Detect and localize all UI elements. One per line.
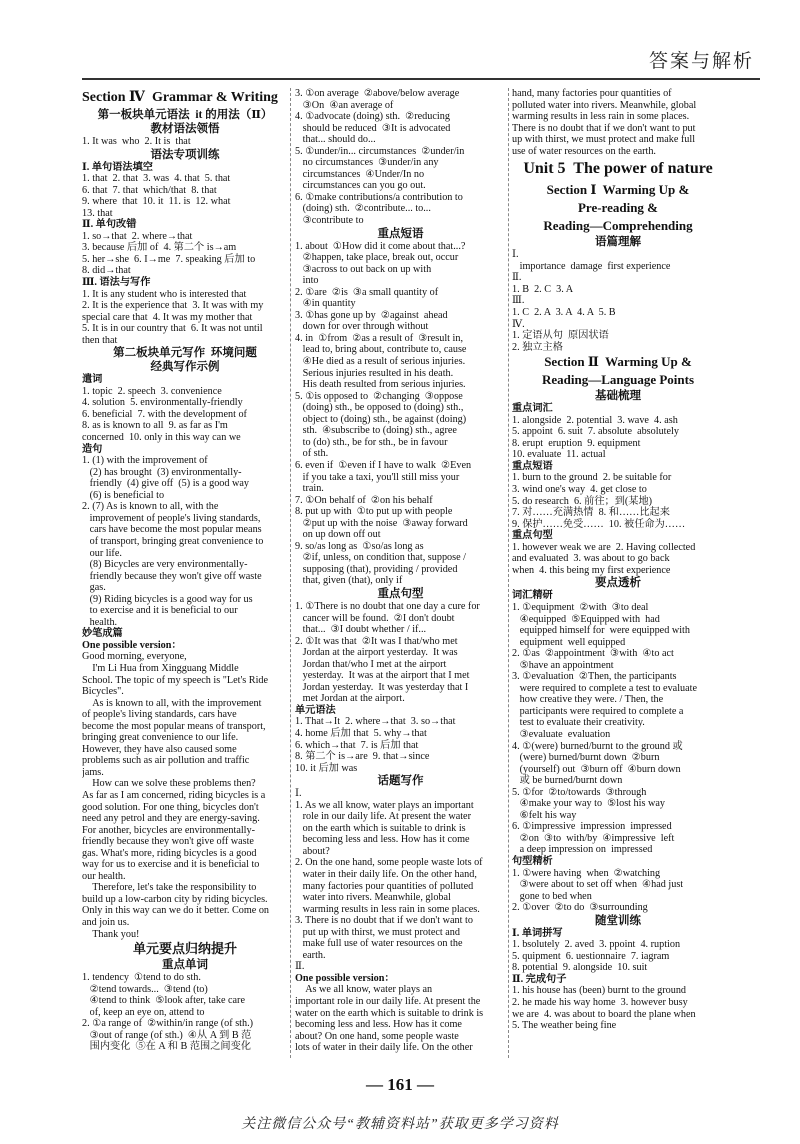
section-heading: Section Ⅰ Warming Up & <box>546 182 690 198</box>
answer-line: ⑤have an appointment <box>512 659 614 671</box>
answer-line: on the earth which is suitable to drink is <box>295 822 466 834</box>
answer-line: Only in this way can we do it better. Come on <box>82 905 270 917</box>
section-heading: 单元要点归纳提升 <box>132 941 237 957</box>
label-heading: 词汇精研 <box>512 590 553 602</box>
answer-line: How can we solve these problems then? <box>82 778 256 790</box>
answer-line: importance damage first experience <box>512 260 671 272</box>
subsection-heading: 重点单词 <box>162 959 208 972</box>
answer-line: 10. it 后加 was <box>295 762 358 774</box>
answer-line: (doing) sth. ②contribute... to... <box>295 203 431 215</box>
answer-line: met Jordan at the airport. <box>295 693 405 705</box>
answer-line: 2. ①It was that ②It was I that/who met <box>295 635 458 647</box>
answer-line: 5. quipment 6. uestionnaire 7. iagram <box>512 950 670 962</box>
label-heading: Ⅱ. 完成句子 <box>512 973 567 985</box>
answer-line: of transport, bringing great convenience to <box>82 535 264 547</box>
answer-line: 8. as is known to all 9. as far as I'm <box>82 420 228 432</box>
answer-line: 1. tendency ①tend to do sth. <box>82 972 201 984</box>
answer-line: water in their daily life. On the other hand, <box>295 869 477 880</box>
label-heading: 遣词 <box>82 374 103 386</box>
answer-line: concerned 10. only in this way can we <box>82 432 241 444</box>
answer-line: no circumstances ③under/in any <box>295 157 439 169</box>
subsection-heading: 话题写作 <box>377 775 424 788</box>
subsection-heading: 第一板块单元语法 it 的用法（Ⅱ） <box>97 109 273 121</box>
answer-line: on up down off out <box>295 529 381 541</box>
answer-line: ②happen, take place, break out, occur <box>295 252 459 264</box>
answer-line: to exercise and it is beneficial to our <box>82 605 238 617</box>
unit-heading: Unit 5 The power of nature <box>523 160 713 178</box>
answer-line: problems such as air pollution and traffic <box>82 755 250 767</box>
answer-line: Ⅰ. <box>295 788 302 800</box>
answer-line: good solution. For one thing, bicycles don't <box>82 801 259 813</box>
answer-line: 4. ①(were) burned/burnt to the ground 或 <box>512 740 683 752</box>
answer-line: 3. There is no doubt that if we don't want to <box>295 915 473 927</box>
answer-line: 1. that 2. that 3. was 4. that 5. that <box>82 173 231 185</box>
answer-line: warming results in less rain in some places. <box>512 111 690 123</box>
answer-line: into <box>295 275 319 287</box>
answer-line: 2. ①over ②to do ③surrounding <box>512 902 648 914</box>
answer-line: Bicycles". <box>82 686 124 698</box>
answer-line: ③On ④an average of <box>295 99 394 111</box>
answer-line: ③contribute to <box>295 215 364 227</box>
answer-line: (6) is beneficial to <box>82 489 165 501</box>
answer-line: a deep impression on impressed <box>512 844 653 856</box>
answer-line: role in our daily life. At present the water <box>295 811 471 823</box>
answer-line: 5. ①under/in... circumstances ②under/in <box>295 145 465 157</box>
answer-line: 8. 第二个 is→are 9. that→since <box>295 751 430 763</box>
answer-line: 5. do research 6. 前往；到(某地) <box>512 495 653 507</box>
label-heading: Ⅰ. 单词拼写 <box>512 927 563 939</box>
answer-line: important role in our daily life. At present the <box>295 996 481 1008</box>
answer-line: gas. What's more, riding bicycles is a good <box>82 847 257 859</box>
answer-line: 5. The weather being fine <box>512 1020 617 1032</box>
section-heading: Reading—Language Points <box>541 372 695 388</box>
answer-line: circumstances ④Under/In no <box>295 168 425 180</box>
answer-line: yesterday. It was at the airport that I met <box>295 670 470 682</box>
answer-line: Ⅱ. <box>295 961 305 973</box>
answer-line: down for over through without <box>295 321 429 333</box>
answer-line: For another, bicycles are environmentally- <box>82 824 255 836</box>
section-heading: Pre-reading & <box>577 200 659 216</box>
answer-line: lots of water in their daily life. On the other <box>295 1042 473 1054</box>
answer-line: (yourself) out ③burn off ④burn down <box>512 763 681 775</box>
answer-line: (9) Riding bicycles is a good way for us <box>82 593 253 605</box>
answer-line: build up a low-carbon city by riding bicycles. <box>82 893 268 905</box>
answer-line: 6. even if ①even if I have to walk ②Even <box>295 459 472 471</box>
answer-line: that, given (that), only if <box>295 575 403 587</box>
label-heading: 句型精析 <box>512 855 553 867</box>
section-heading: Section Ⅱ Warming Up & <box>544 354 692 370</box>
answer-line: that... should do... <box>295 134 376 146</box>
answer-line: 3. ①evaluation ②Then, the participants <box>512 671 677 683</box>
answer-line: Thank you! <box>82 928 140 940</box>
answer-line: I'm Li Hua from Xingguang Middle <box>82 662 239 674</box>
answer-line: and join us. <box>82 917 130 928</box>
answer-line: School. The topic of my speech is "Let's Ride <box>82 674 269 686</box>
answer-line: 2. ①a range of ②within/in range (of sth.) <box>82 1018 254 1030</box>
answer-line: 围内变化 ⑤在 A 和 B 范围之间变化 <box>82 1041 251 1053</box>
answer-line: were required to complete a test to evaluate <box>512 682 697 694</box>
label-heading: 单元语法 <box>295 704 336 716</box>
answer-line: earth. <box>295 949 326 961</box>
answer-column-middle <box>295 88 506 1063</box>
answer-line: ②on ③to with/by ④impressive left <box>512 832 675 844</box>
answer-line: improvement of people's living standards, <box>82 512 261 524</box>
answer-line: 5. ①for ②to/towards ③through <box>512 786 647 798</box>
answer-line: 1. C 2. A 3. A 4. A 5. B <box>512 307 616 319</box>
answer-line: make full use of water resources on the <box>295 938 463 950</box>
answer-line: 1. ①There is no doubt that one day a cure for <box>295 600 480 612</box>
answer-line: when 4. this being my first experience <box>512 564 671 576</box>
answer-line: participants were required to complete a <box>512 705 684 717</box>
answer-line: His death resulted from serious injuries. <box>295 379 466 391</box>
answer-line: use of water resources on the earth. <box>512 145 656 157</box>
answer-line: 6. which→that 7. is 后加 that <box>295 739 419 751</box>
answer-line: 10. evaluate 11. actual <box>512 449 606 461</box>
answer-line: 1. so→that 2. where→that <box>82 230 193 242</box>
label-heading: One possible version： <box>295 972 395 984</box>
answer-line: 2. (7) As is known to all, with the <box>82 501 219 513</box>
answer-line: warming results in less rain in some places. <box>295 903 480 915</box>
answer-line: 3. ①has gone up by ②against ahead <box>295 309 448 321</box>
answer-line: way for us to exercise and it is beneficial to <box>82 859 260 871</box>
answer-line: Jordan yesterday. It was yesterday that I <box>295 681 469 693</box>
answer-line: many factories pour quantities of polluted <box>295 880 474 892</box>
answer-line: friendly (4) give off (5) is a good way <box>82 478 250 490</box>
answer-line: 1. ①equipment ②with ③to deal <box>512 601 649 613</box>
answer-line: 8. potential 9. alongside 10. suit <box>512 962 648 974</box>
answer-line: 4. ①advocate (doing) sth. ②reducing <box>295 111 450 123</box>
answer-line: 5. her→she 6. I→me 7. speaking 后加 to <box>82 253 256 265</box>
answer-line: ④tend to think ⑤look after, take care <box>82 995 245 1007</box>
answer-line: 2. On the one hand, some people waste lots of <box>295 857 483 869</box>
answer-line: becoming less and less. How has it come <box>295 1019 462 1031</box>
subsection-heading: 要点透析 <box>595 577 641 590</box>
answer-line: 1. his house has (been) burnt to the ground <box>512 985 687 997</box>
answer-line: 2. he made his way home 3. however busy <box>512 997 688 1008</box>
answer-line: Ⅲ. <box>512 295 525 307</box>
label-heading: One possible version： <box>82 639 182 651</box>
answer-line: 2. 独立主格 <box>512 341 563 353</box>
answer-line: gas. <box>82 582 106 594</box>
answer-line: 6. ①make contributions/a contribution to <box>295 191 463 203</box>
answer-line: ③were about to set off when ④had just <box>512 879 684 891</box>
answer-line: 8. put up with ①to put up with people <box>295 506 453 518</box>
label-heading: 重点句型 <box>512 530 553 542</box>
answer-line: (8) Bicycles are very environmentally- <box>82 559 248 571</box>
answer-line: ④in quantity <box>295 298 356 310</box>
answer-line: 1. It was who 2. It is that <box>82 136 191 147</box>
answer-line: ②tend towards... ③tend (to) <box>82 983 208 995</box>
answer-line: if you take a taxi, you'll still miss your <box>295 471 460 483</box>
answer-line: 8. did→that <box>82 265 131 277</box>
answer-line: 1. bsolutely 2. aved 3. ppoint 4. ruption <box>512 939 681 951</box>
answer-line: 6. that 7. that which/that 8. that <box>82 184 217 196</box>
subsection-heading: 语篇理解 <box>595 236 641 249</box>
answer-line: should be reduced ③It is advocated <box>295 122 451 134</box>
answer-line: special care that 4. It was my mother that <box>82 311 253 323</box>
answer-line: friendly because they won't give off waste <box>82 836 254 848</box>
answer-line: 9. 保护……免受…… 10. 被任命为…… <box>512 518 686 530</box>
answer-line: need any petrol and they are energy-saving. <box>82 813 260 825</box>
answer-line: ③evaluate evaluation <box>512 728 611 740</box>
answer-line: put up with thirst, we must protect and <box>295 926 460 938</box>
answer-line: lead to, bring about, contribute to, cause <box>295 344 467 356</box>
answer-line: Ⅱ. <box>512 272 522 284</box>
subsection-heading: 重点短语 <box>377 227 424 240</box>
answer-line: 8. erupt eruption 9. equipment <box>512 437 641 449</box>
answer-line: ③across to out back on up with <box>295 263 432 275</box>
answer-line: cancer will be found. ②I don't doubt <box>295 612 455 624</box>
answer-line: (2) has brought (3) environmentally- <box>82 466 242 478</box>
answer-column-left <box>82 88 288 1063</box>
answer-line: 9. so/as long as ①so/as long as <box>295 540 424 552</box>
label-heading: Ⅱ. 单句改错 <box>82 219 137 231</box>
answer-line: to (do) sth., be for sth., be in favour <box>295 436 448 448</box>
label-heading: Ⅰ. 单句语法填空 <box>82 161 153 173</box>
column-divider-1 <box>290 88 291 1058</box>
answer-line: of, keep an eye on, attend to <box>82 1006 205 1018</box>
label-heading: 重点短语 <box>512 460 553 472</box>
answer-line: (were) burned/burnt down ②burn <box>512 752 660 764</box>
answer-line: sth. ④subscribe to (doing) sth., agree <box>295 425 457 437</box>
answer-line: 或 be burned/burnt down <box>512 775 623 787</box>
answer-line: 5. It is in our country that 6. It was not until <box>82 323 263 335</box>
answer-line: 13. that <box>82 207 113 219</box>
answer-line: 1. It is any student who is interested that <box>82 288 247 300</box>
answer-line: 3. because 后加 of 4. 第二个 is→am <box>82 242 237 254</box>
answer-line: ④He died as a result of serious injuries. <box>295 356 466 368</box>
footer-note: 关注微信公众号“教辅资料站”获取更多学习资料 <box>241 1117 559 1132</box>
answer-line: 5. ①is opposed to ②changing ③oppose <box>295 390 463 402</box>
answer-line: 7. ①On behalf of ②on his behalf <box>295 494 433 506</box>
subsection-heading: 第二板块单元写作 环境问题 <box>113 347 257 360</box>
answer-line: 1. however weak we are 2. Having collected <box>512 541 696 553</box>
section-heading: Reading—Comprehending <box>543 218 693 234</box>
answer-line: Ⅰ. <box>512 249 519 261</box>
answer-line: Jordan at the airport yesterday. It was <box>295 647 458 659</box>
answer-line: 1. As we all know, water plays an important <box>295 799 474 811</box>
answer-line: Jordan that/who I met at the airport <box>295 658 447 670</box>
answer-line: of people's living standards, cars have <box>82 709 237 721</box>
answer-line: Serious injuries resulted in his death. <box>295 367 454 379</box>
answer-line: 2. ①as ②appointment ③with ④to act <box>512 648 674 660</box>
answer-line: Therefore, let's take the responsibility to <box>82 882 257 894</box>
answer-line: 4. solution 5. environmentally-friendly <box>82 397 243 409</box>
answer-line: test to evaluate their creativity. <box>512 717 645 729</box>
answer-line: 6. ①impressive impression impressed <box>512 821 672 833</box>
answer-line: and evaluated 3. was about to go back <box>512 553 670 565</box>
answer-line: we are 4. was about to board the plane when <box>512 1008 696 1020</box>
answer-line: bringing great convenience to our life. <box>82 732 239 744</box>
subsection-heading: 随堂训练 <box>595 914 641 927</box>
answer-line: become the most popular means of transport, <box>82 720 266 732</box>
answer-line: As far as I am concerned, riding bicycles is a <box>82 789 266 801</box>
answer-line: Good morning, everyone, <box>82 651 187 663</box>
answer-line: 1. ①were having when ②watching <box>512 867 661 879</box>
label-heading: 重点词汇 <box>512 403 553 415</box>
answer-column-right <box>512 88 724 1063</box>
answer-line: object to (doing) sth., be against (doing) <box>295 413 467 425</box>
answer-line: 7. 对……充满热情 8. 和……比起来 <box>512 507 670 519</box>
answer-line: ②put up with the noise ③away forward <box>295 517 468 529</box>
answer-line: 5. appoint 6. suit 7. absolute absolutely <box>512 426 679 438</box>
answer-line: 4. in ①from ②as a result of ③result in, <box>295 332 464 344</box>
answer-line: water into rivers. Meanwhile, global <box>295 892 451 904</box>
answer-line: 3. wind one's way 4. get close to <box>512 484 647 496</box>
header-rule <box>82 78 760 80</box>
answer-line: As is known to all, with the improvement <box>82 697 262 709</box>
label-heading: 造句 <box>82 443 103 455</box>
answer-line: As we all know, water plays an <box>295 984 433 996</box>
answer-line: friendly because they won't give off waste <box>82 570 262 582</box>
answer-line: 1. 定语从句 原因状语 <box>512 330 609 342</box>
answer-line: hand, many factories pour quantities of <box>512 88 672 99</box>
answer-line: about? <box>295 845 330 857</box>
column-divider-2 <box>508 88 509 1058</box>
answer-line: polluted water into rivers. Meanwhile, global <box>512 99 697 111</box>
answer-line: ④make your way to ⑤lost his way <box>512 798 665 810</box>
answer-line: 1. That→It 2. where→that 3. so→that <box>295 716 456 728</box>
answer-line: water on the earth which is suitable to drink is <box>295 1007 484 1019</box>
label-heading: 妙笔成篇 <box>82 628 123 640</box>
answer-line: circumstances can you go out. <box>295 180 426 192</box>
page-number: — 161 — <box>366 1075 434 1094</box>
section-heading: Section Ⅳ Grammar & Writing <box>82 90 278 105</box>
answer-line: equipment well equipped <box>512 636 626 648</box>
answer-line: 3. ①on average ②above/below average <box>295 88 460 99</box>
answer-line: health. <box>82 616 118 628</box>
subsection-heading: 经典写作示例 <box>150 361 220 374</box>
answer-line: 9. where that 10. it 11. is 12. what <box>82 196 231 208</box>
answer-line: ⑥felt his way <box>512 809 577 821</box>
answer-line: 1. alongside 2. potential 3. wave 4. ash <box>512 414 678 426</box>
label-heading: Ⅲ. 语法与写作 <box>82 277 151 289</box>
answer-line: There is no doubt that if we don't want to put <box>512 122 696 134</box>
answer-line: 1. B 2. C 3. A <box>512 283 574 295</box>
subsection-heading: 重点句型 <box>377 587 424 600</box>
answer-line: equipped himself for were equipped with <box>512 625 690 637</box>
answer-line: cars have become the most popular means <box>82 524 262 536</box>
answer-line: our life. <box>82 547 122 559</box>
answer-line: how creative they were. / Then, the <box>512 694 664 706</box>
answer-line: 1. (1) with the improvement of <box>82 455 208 467</box>
answer-line: 2. It is the experience that 3. It was with my <box>82 300 264 312</box>
answer-line: ②if, unless, on condition that, suppose / <box>295 552 466 564</box>
answer-line: 2. ①are ②is ③a small quantity of <box>295 286 439 298</box>
answer-line: up with thirst, we must protect and make full <box>512 134 696 146</box>
answer-line: 6. beneficial 7. with the development of <box>82 408 247 420</box>
answer-line: ③out of range (of sth.) ④从 A 到 B 范 <box>82 1029 252 1041</box>
answer-line: train. <box>295 483 324 495</box>
answer-line: Ⅳ. <box>512 318 525 330</box>
answer-line: (doing) sth., be opposed to (doing) sth., <box>295 402 464 414</box>
subsection-heading: 基础梳理 <box>595 390 641 403</box>
answer-line: 1. topic 2. speech 3. convenience <box>82 385 222 397</box>
answer-line: supposing (that), providing / provided <box>295 563 458 575</box>
answer-line: of sth. <box>295 448 329 460</box>
subsection-heading: 语法专项训练 <box>150 148 220 161</box>
answer-line: jams. <box>82 766 104 778</box>
answer-line: 4. home 后加 that 5. why→that <box>295 727 427 739</box>
answer-line: that... ③I doubt whether / if... <box>295 624 427 636</box>
answer-line: about? On one hand, some people waste <box>295 1030 459 1042</box>
header-title: 答案与解析 <box>648 51 754 72</box>
answer-line: ④equipped ⑤Equipped with had <box>512 613 660 625</box>
subsection-heading: 教材语法领悟 <box>150 123 220 135</box>
answer-line: 1. about ①How did it come about that...? <box>295 240 466 252</box>
answer-line: 1. burn to the ground 2. be suitable for <box>512 472 672 484</box>
answer-line: our health. <box>82 870 126 882</box>
answer-line: becoming less and less. How has it come <box>295 834 470 846</box>
answer-line: then that <box>82 334 118 346</box>
answer-line: gone to bed when <box>512 890 592 902</box>
answer-line: However, they have also caused some <box>82 743 237 755</box>
